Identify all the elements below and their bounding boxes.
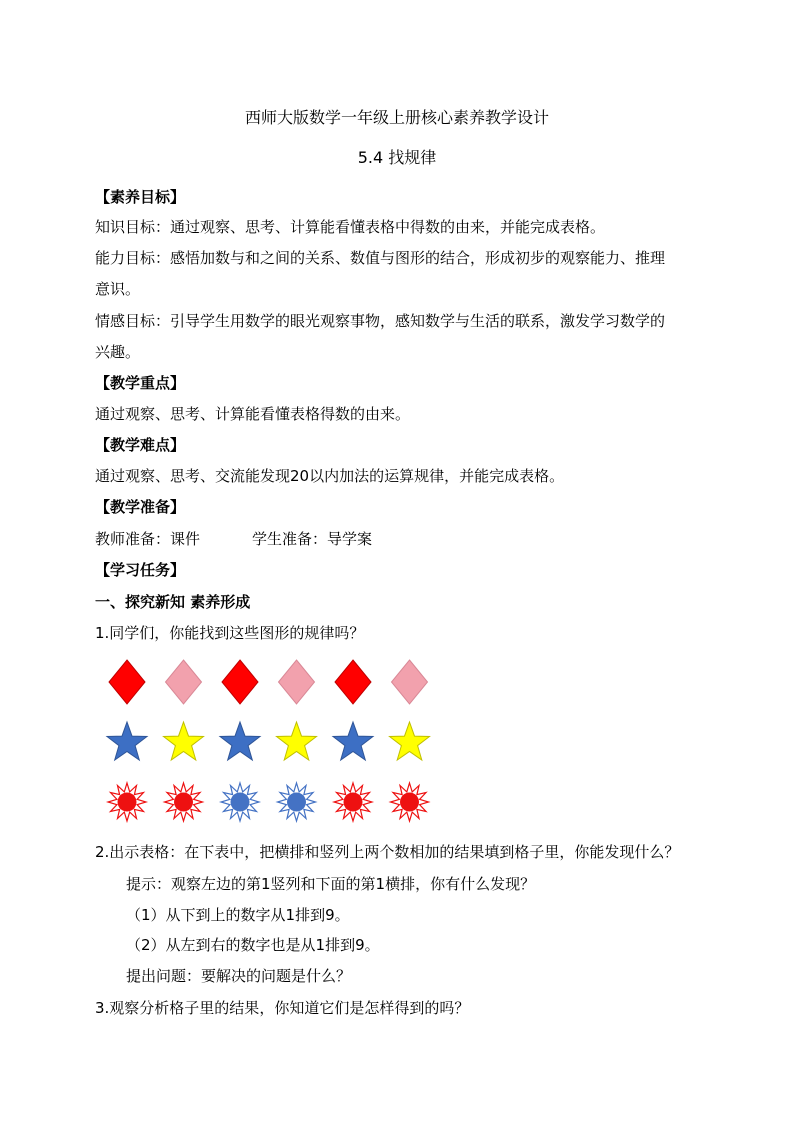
yellow-star-icon — [277, 722, 317, 760]
key-text: 通过观察、思考、计算能看懂表格得数的由来。 — [95, 405, 411, 423]
yellow-star-icon — [390, 722, 430, 760]
prep-teacher: 教师准备：课件 — [95, 530, 201, 548]
hint-point-1: （1）从下到上的数字从1排到9。 — [126, 906, 350, 924]
red-sun-icon — [334, 783, 372, 821]
red-sun-icon — [391, 783, 429, 821]
pattern-figure — [95, 655, 435, 830]
question-1: 1.同学们，你能找到这些图形的规律吗？ — [95, 624, 365, 642]
blue-sun-icon — [221, 783, 259, 821]
pink-diamond-icon — [279, 660, 315, 704]
pink-diamond-icon — [166, 660, 202, 704]
blue-sun-icon — [278, 783, 316, 821]
red-sun-icon — [108, 783, 146, 821]
prep-line — [95, 529, 372, 549]
hint: 提示：观察左边的第1竖列和下面的第1横排，你有什么发现？ — [126, 875, 536, 893]
yellow-star-icon — [164, 722, 204, 760]
goal-emotion-line2: 兴趣。 — [95, 343, 141, 361]
red-diamond-icon — [109, 660, 145, 704]
part1-heading: 一、探究新知 素养形成 — [95, 593, 251, 611]
guiding-question: 提出问题：要解决的问题是什么？ — [126, 967, 352, 985]
blue-star-icon — [220, 722, 260, 760]
prep-student: 学生准备：导学案 — [252, 530, 373, 548]
blue-star-icon — [333, 722, 373, 760]
key-heading: 【教学重点】 — [95, 374, 186, 392]
blue-star-icon — [107, 722, 147, 760]
goal-ability-line2: 意识。 — [95, 280, 141, 298]
red-sun-icon — [165, 783, 203, 821]
goals-heading: 【素养目标】 — [95, 188, 186, 206]
hint-point-2: （2）从左到右的数字也是从1排到9。 — [126, 936, 380, 954]
pink-diamond-icon — [392, 660, 428, 704]
question-3: 3.观察分析格子里的结果，你知道它们是怎样得到的吗？ — [95, 999, 470, 1017]
goal-emotion-line1: 情感目标：引导学生用数学的眼光观察事物，感知数学与生活的联系，激发学习数学的 — [95, 312, 666, 330]
red-diamond-icon — [335, 660, 371, 704]
tasks-heading: 【学习任务】 — [95, 561, 186, 579]
difficulty-text: 通过观察、思考、交流能发现20以内加法的运算规律，并能完成表格。 — [95, 467, 565, 485]
difficulty-heading: 【教学难点】 — [95, 436, 186, 454]
red-diamond-icon — [222, 660, 258, 704]
lesson-title: 5.4 找规律 — [357, 148, 437, 167]
prep-heading: 【教学准备】 — [95, 498, 186, 516]
question-2: 2.出示表格：在下表中，把横排和竖列上两个数相加的结果填到格子里，你能发现什么？ — [95, 843, 680, 861]
document-title: 西师大版数学一年级上册核心素养教学设计 — [244, 108, 549, 127]
goal-ability-line1: 能力目标：感悟加数与和之间的关系、数值与图形的结合，形成初步的观察能力、推理 — [95, 249, 666, 267]
goal-knowledge: 知识目标：通过观察、思考、计算能看懂表格中得数的由来，并能完成表格。 — [95, 218, 606, 236]
